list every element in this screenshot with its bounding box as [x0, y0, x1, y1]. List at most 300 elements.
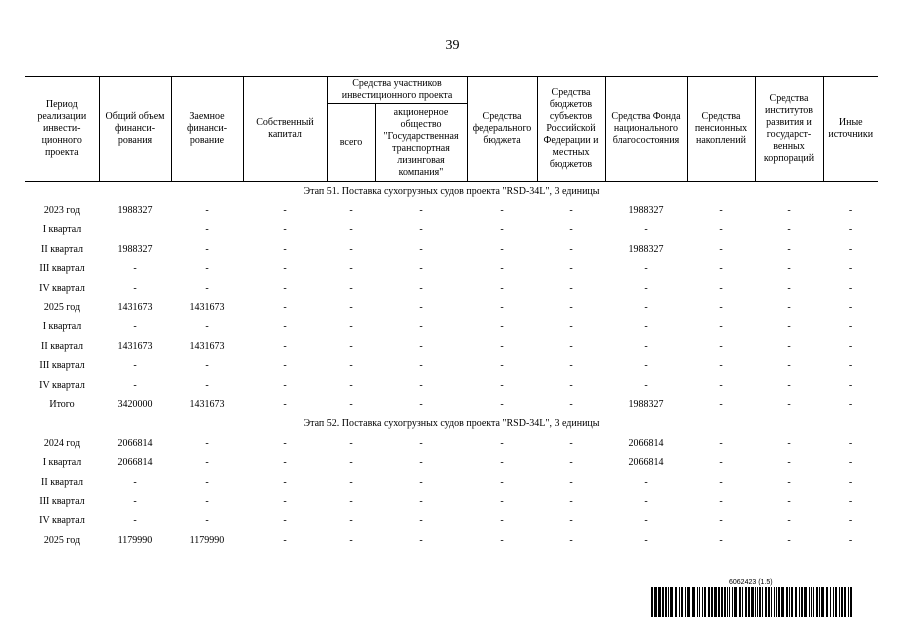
period-label: IV квартал [39, 379, 85, 391]
table-row [25, 240, 878, 259]
barcode-bar [844, 587, 846, 617]
table-cell: - [205, 205, 209, 217]
table-cell: - [787, 302, 791, 314]
table-cell: - [205, 379, 209, 391]
table-cell: - [644, 263, 648, 275]
barcode-bar [665, 587, 667, 617]
table-cell: - [500, 263, 504, 275]
table-cell: - [644, 534, 648, 546]
stage-title: Этап 52. Поставка сухогрузных судов проекта "RSD-34L", 3 единицы [303, 418, 600, 430]
table-cell: 1988327 [117, 205, 153, 217]
table-cell: - [349, 282, 353, 294]
barcode-bar [681, 587, 683, 617]
table-cell: 1431673 [189, 340, 225, 352]
table-cell: - [283, 534, 287, 546]
table-cell: 1431673 [189, 398, 225, 410]
table-cell: - [500, 360, 504, 372]
table-cell: - [787, 495, 791, 507]
period-label: 2023 год [43, 205, 81, 217]
table-cell: - [719, 263, 723, 275]
table-cell: - [419, 302, 423, 314]
table-cell: - [644, 360, 648, 372]
table-cell: - [848, 224, 853, 236]
barcode-bar [791, 587, 793, 617]
table-cell: - [419, 205, 423, 217]
barcode-bar [662, 587, 664, 617]
table-cell: 2066814 [117, 457, 153, 469]
table-cell: - [349, 224, 353, 236]
table-cell: - [500, 379, 504, 391]
barcode-bar [776, 587, 777, 617]
barcode-bar [697, 587, 698, 617]
table-body [25, 182, 878, 551]
table-cell: - [569, 224, 573, 236]
table-cell: - [419, 340, 423, 352]
table-cell: - [719, 515, 723, 527]
barcode-bar [830, 587, 831, 617]
table-cell: 2066814 [628, 457, 664, 469]
barcode-bar [742, 587, 743, 617]
table-cell: - [133, 321, 137, 333]
table-cell: - [205, 243, 209, 255]
table-cell: - [644, 340, 648, 352]
table-cell: - [419, 495, 423, 507]
table-cell: - [283, 224, 287, 236]
barcode-bar [804, 587, 807, 617]
barcode-bar [795, 587, 797, 617]
table-header [25, 77, 878, 182]
barcode-bar [714, 587, 717, 617]
col-total: Общий объем финанси-рования [99, 77, 171, 182]
table-cell: - [787, 282, 791, 294]
financing-table [25, 76, 878, 550]
table-cell: 1988327 [628, 205, 664, 217]
barcode-bar [835, 587, 837, 617]
table-cell: - [719, 398, 723, 410]
table-cell: - [848, 302, 853, 314]
table-cell: 3420000 [117, 398, 153, 410]
table-cell: 1179990 [117, 534, 153, 546]
table-cell: - [569, 243, 573, 255]
table-cell: - [787, 457, 791, 469]
table-cell: - [787, 340, 791, 352]
table-cell: - [205, 476, 209, 488]
barcode-bar [759, 587, 761, 617]
table-cell: - [205, 457, 209, 469]
table-cell: - [283, 515, 287, 527]
table-cell: - [848, 495, 853, 507]
table-cell: - [205, 495, 209, 507]
table-cell: - [133, 515, 137, 527]
table-cell: - [500, 224, 504, 236]
col-dev-institutions: Средства институтов развития и государст-венных корпораций [755, 77, 823, 182]
table-cell: - [569, 398, 573, 410]
table-cell: 1988327 [117, 243, 153, 255]
col-participants-total: всего [327, 104, 375, 182]
table-cell: - [283, 379, 287, 391]
table-row [25, 201, 878, 220]
col-other: Иные источники [823, 77, 878, 182]
table-cell: - [848, 282, 853, 294]
barcode-bar [811, 587, 812, 617]
table-cell: - [419, 282, 423, 294]
barcode-bar [809, 587, 810, 617]
table-cell: - [569, 263, 573, 275]
table-cell: - [349, 302, 353, 314]
table-cell: - [419, 457, 423, 469]
table-cell: - [133, 379, 137, 391]
table-cell: 1431673 [117, 302, 153, 314]
barcode-bar [670, 587, 673, 617]
table-cell: - [500, 321, 504, 333]
table-row [25, 376, 878, 395]
table-cell: - [569, 437, 573, 449]
table-cell: - [787, 263, 791, 275]
table-cell: - [719, 379, 723, 391]
table-cell: - [569, 302, 573, 314]
barcode-bar [781, 587, 784, 617]
table-cell: - [787, 224, 791, 236]
table-cell: - [349, 340, 353, 352]
table-cell: - [349, 321, 353, 333]
barcode-bar [687, 587, 690, 617]
table-cell: - [569, 476, 573, 488]
period-label: IV квартал [39, 515, 85, 527]
barcode-bar [739, 587, 741, 617]
barcode-bar [839, 587, 840, 617]
barcode-bar [699, 587, 700, 617]
table-cell: - [848, 457, 853, 469]
table-cell: - [787, 205, 791, 217]
barcode-bar [721, 587, 723, 617]
table-cell: - [848, 263, 853, 275]
period-label: 2024 год [43, 437, 81, 449]
barcode-bar [789, 587, 790, 617]
table-cell: - [419, 437, 423, 449]
table-cell: - [283, 340, 287, 352]
barcode-bar [708, 587, 710, 617]
table-cell: - [419, 321, 423, 333]
col-loan: Заемное финанси-рование [171, 77, 243, 182]
table-cell: - [419, 360, 423, 372]
period-label: III квартал [39, 495, 85, 507]
table-cell: 1431673 [189, 302, 225, 314]
barcode-bar [848, 587, 849, 617]
period-label: 2025 год [43, 302, 81, 314]
table-cell: - [283, 205, 287, 217]
table-cell: - [419, 534, 423, 546]
table-cell: - [719, 360, 723, 372]
table-cell: - [644, 224, 648, 236]
table-cell: - [787, 360, 791, 372]
table-row [25, 221, 878, 240]
table-cell: - [719, 243, 723, 255]
table-cell: - [787, 437, 791, 449]
table-cell: - [787, 476, 791, 488]
barcode-bar [826, 587, 828, 617]
barcode-bar [833, 587, 834, 617]
table-cell: - [500, 243, 504, 255]
table-cell: - [848, 340, 853, 352]
table-cell: - [500, 476, 504, 488]
col-regional: Средства бюджетов субъектов Российской Федерации и местных бюджетов [537, 77, 605, 182]
table-cell: - [133, 476, 137, 488]
table-row [25, 337, 878, 356]
barcode-bar [729, 587, 730, 617]
table-cell: - [719, 282, 723, 294]
table-cell: - [500, 437, 504, 449]
period-label: II квартал [41, 243, 83, 255]
table-cell: - [848, 398, 853, 410]
table-row [25, 473, 878, 492]
table-cell: - [419, 476, 423, 488]
col-gtlk: акционерное общество "Государственная транспортная лизинговая компания" [375, 104, 467, 182]
table-row [25, 260, 878, 279]
barcode-bar [702, 587, 703, 617]
table-row [25, 512, 878, 531]
period-label: 2025 год [43, 534, 81, 546]
table-row [25, 318, 878, 337]
table-cell: - [349, 495, 353, 507]
col-period: Период реализации инвести-ционного проекта [37, 99, 87, 158]
table-cell: - [283, 437, 287, 449]
table-cell: - [848, 515, 853, 527]
barcode-bar [771, 587, 772, 617]
table-cell: - [644, 476, 648, 488]
table-cell: - [419, 224, 423, 236]
table-cell: - [205, 282, 209, 294]
table-cell: - [569, 282, 573, 294]
table-cell: - [644, 495, 648, 507]
table-cell: - [349, 360, 353, 372]
table-cell: - [419, 398, 423, 410]
table-cell: - [283, 495, 287, 507]
table-cell: - [500, 205, 504, 217]
table-cell: - [848, 379, 853, 391]
table-cell: - [569, 321, 573, 333]
period-label: IV квартал [39, 282, 85, 294]
table-row [25, 357, 878, 376]
table-cell: - [719, 476, 723, 488]
barcode-bar [819, 587, 820, 617]
barcode-bar [813, 587, 814, 617]
table-cell: - [719, 495, 723, 507]
col-nwf: Средства Фонда национального благосостояния [605, 77, 687, 182]
table-cell: - [787, 379, 791, 391]
barcode-block [651, 578, 856, 617]
barcode-bar [755, 587, 756, 617]
barcode-bar [734, 587, 737, 617]
period-label: III квартал [39, 360, 85, 372]
table-cell: - [787, 398, 791, 410]
table-cell: - [349, 534, 353, 546]
table-cell: - [349, 437, 353, 449]
table-cell: - [569, 515, 573, 527]
table-cell: - [644, 282, 648, 294]
barcode-bar [786, 587, 788, 617]
period-label: I квартал [42, 321, 82, 333]
barcode-bar [685, 587, 686, 617]
table-cell: - [719, 302, 723, 314]
table-cell: 2066814 [117, 437, 153, 449]
barcode-bar [692, 587, 695, 617]
period-label: I квартал [42, 457, 82, 469]
table-cell: - [500, 340, 504, 352]
table-cell: - [283, 476, 287, 488]
table-cell: - [719, 321, 723, 333]
table-cell: - [848, 321, 853, 333]
barcode-bar [821, 587, 824, 617]
table-cell: - [283, 243, 287, 255]
col-federal: Средства федерального бюджета [467, 77, 537, 182]
barcode-bar [711, 587, 713, 617]
table-cell: - [283, 263, 287, 275]
table-cell: - [644, 302, 648, 314]
table-cell: - [283, 360, 287, 372]
table-cell: - [283, 282, 287, 294]
period-label: I квартал [42, 224, 82, 236]
barcode-bar [658, 587, 661, 617]
table-cell: - [205, 515, 209, 527]
table-cell: - [848, 476, 853, 488]
barcode-bar [748, 587, 750, 617]
table-cell: 1431673 [117, 340, 153, 352]
table-cell: - [133, 263, 137, 275]
table-cell: - [500, 534, 504, 546]
barcode [651, 587, 856, 617]
table-cell: 1988327 [628, 398, 664, 410]
table-cell: - [283, 398, 287, 410]
table-cell: - [500, 515, 504, 527]
col-equity: Собственный капитал [243, 77, 327, 182]
table-row [25, 298, 878, 317]
table-cell: - [787, 534, 791, 546]
barcode-bar [757, 587, 758, 617]
table-cell: - [719, 340, 723, 352]
table-cell: - [283, 321, 287, 333]
barcode-bar [679, 587, 680, 617]
period-label: II квартал [41, 340, 83, 352]
table-cell: - [349, 379, 353, 391]
barcode-bar [778, 587, 780, 617]
table-cell: - [349, 515, 353, 527]
table-cell: - [719, 534, 723, 546]
barcode-bar [816, 587, 818, 617]
barcode-bar [668, 587, 669, 617]
barcode-bar [732, 587, 733, 617]
period-label: Итого [49, 398, 75, 410]
table-cell: - [787, 321, 791, 333]
table-cell: - [719, 457, 723, 469]
barcode-bar [745, 587, 747, 617]
table-cell: 2066814 [628, 437, 664, 449]
table-cell: - [569, 457, 573, 469]
table-cell: - [719, 437, 723, 449]
table-cell: - [205, 321, 209, 333]
barcode-label: 6062423 (1.5) [729, 579, 773, 586]
barcode-bar [765, 587, 767, 617]
table-cell: - [500, 398, 504, 410]
barcode-bar [654, 587, 657, 617]
table-cell: - [848, 205, 853, 217]
table-cell: - [205, 224, 209, 236]
table-row [25, 531, 878, 550]
table-cell: - [569, 534, 573, 546]
table-cell: - [848, 437, 853, 449]
table-cell: - [787, 515, 791, 527]
table-cell: - [419, 515, 423, 527]
barcode-bar [768, 587, 770, 617]
barcode-bar [799, 587, 800, 617]
table-cell: - [349, 243, 353, 255]
barcode-bar [704, 587, 706, 617]
table-cell: - [419, 263, 423, 275]
table-cell: - [419, 243, 423, 255]
barcode-bar [751, 587, 754, 617]
barcode-bar [762, 587, 763, 617]
table-cell: - [644, 515, 648, 527]
col-pension: Средства пенсионных накоплений [687, 77, 755, 182]
table-cell: - [349, 263, 353, 275]
table-cell [99, 221, 171, 240]
table-cell: - [205, 360, 209, 372]
table-cell: - [419, 379, 423, 391]
table-cell: - [349, 457, 353, 469]
col-participants: Средства участников инвестиционного проекта [327, 77, 467, 104]
table-row [25, 279, 878, 298]
period-label: III квартал [39, 263, 85, 275]
barcode-bar [774, 587, 775, 617]
barcode-bar [850, 587, 852, 617]
table-cell: - [848, 243, 853, 255]
table-cell: 1179990 [189, 534, 225, 546]
table-cell: - [719, 205, 723, 217]
table-row [25, 395, 878, 414]
table-cell: - [500, 495, 504, 507]
barcode-bar [724, 587, 726, 617]
table-cell: - [133, 360, 137, 372]
barcode-bar [675, 587, 677, 617]
table-cell: - [133, 495, 137, 507]
table-cell: - [283, 457, 287, 469]
table-cell: - [500, 457, 504, 469]
table-cell: - [500, 302, 504, 314]
period-label: II квартал [41, 476, 83, 488]
page-number: 39 [445, 38, 460, 53]
table-cell: - [848, 360, 853, 372]
table-cell: - [349, 398, 353, 410]
table-cell: - [569, 495, 573, 507]
table-cell: - [569, 205, 573, 217]
barcode-bar [841, 587, 843, 617]
table-cell: - [283, 302, 287, 314]
table-cell: - [349, 205, 353, 217]
stage-title: Этап 51. Поставка сухогрузных судов проекта "RSD-34L", 3 единицы [303, 185, 600, 197]
table-cell: - [205, 437, 209, 449]
barcode-bar [651, 587, 653, 617]
barcode-bar [718, 587, 720, 617]
stage-title-row [25, 182, 878, 202]
table-cell: - [569, 360, 573, 372]
table-cell: - [569, 340, 573, 352]
table-cell: - [500, 282, 504, 294]
table-cell: - [787, 243, 791, 255]
table-cell: 1988327 [628, 243, 664, 255]
table-row [25, 434, 878, 453]
table-cell: - [349, 476, 353, 488]
table-cell: - [644, 321, 648, 333]
table-cell: - [569, 379, 573, 391]
